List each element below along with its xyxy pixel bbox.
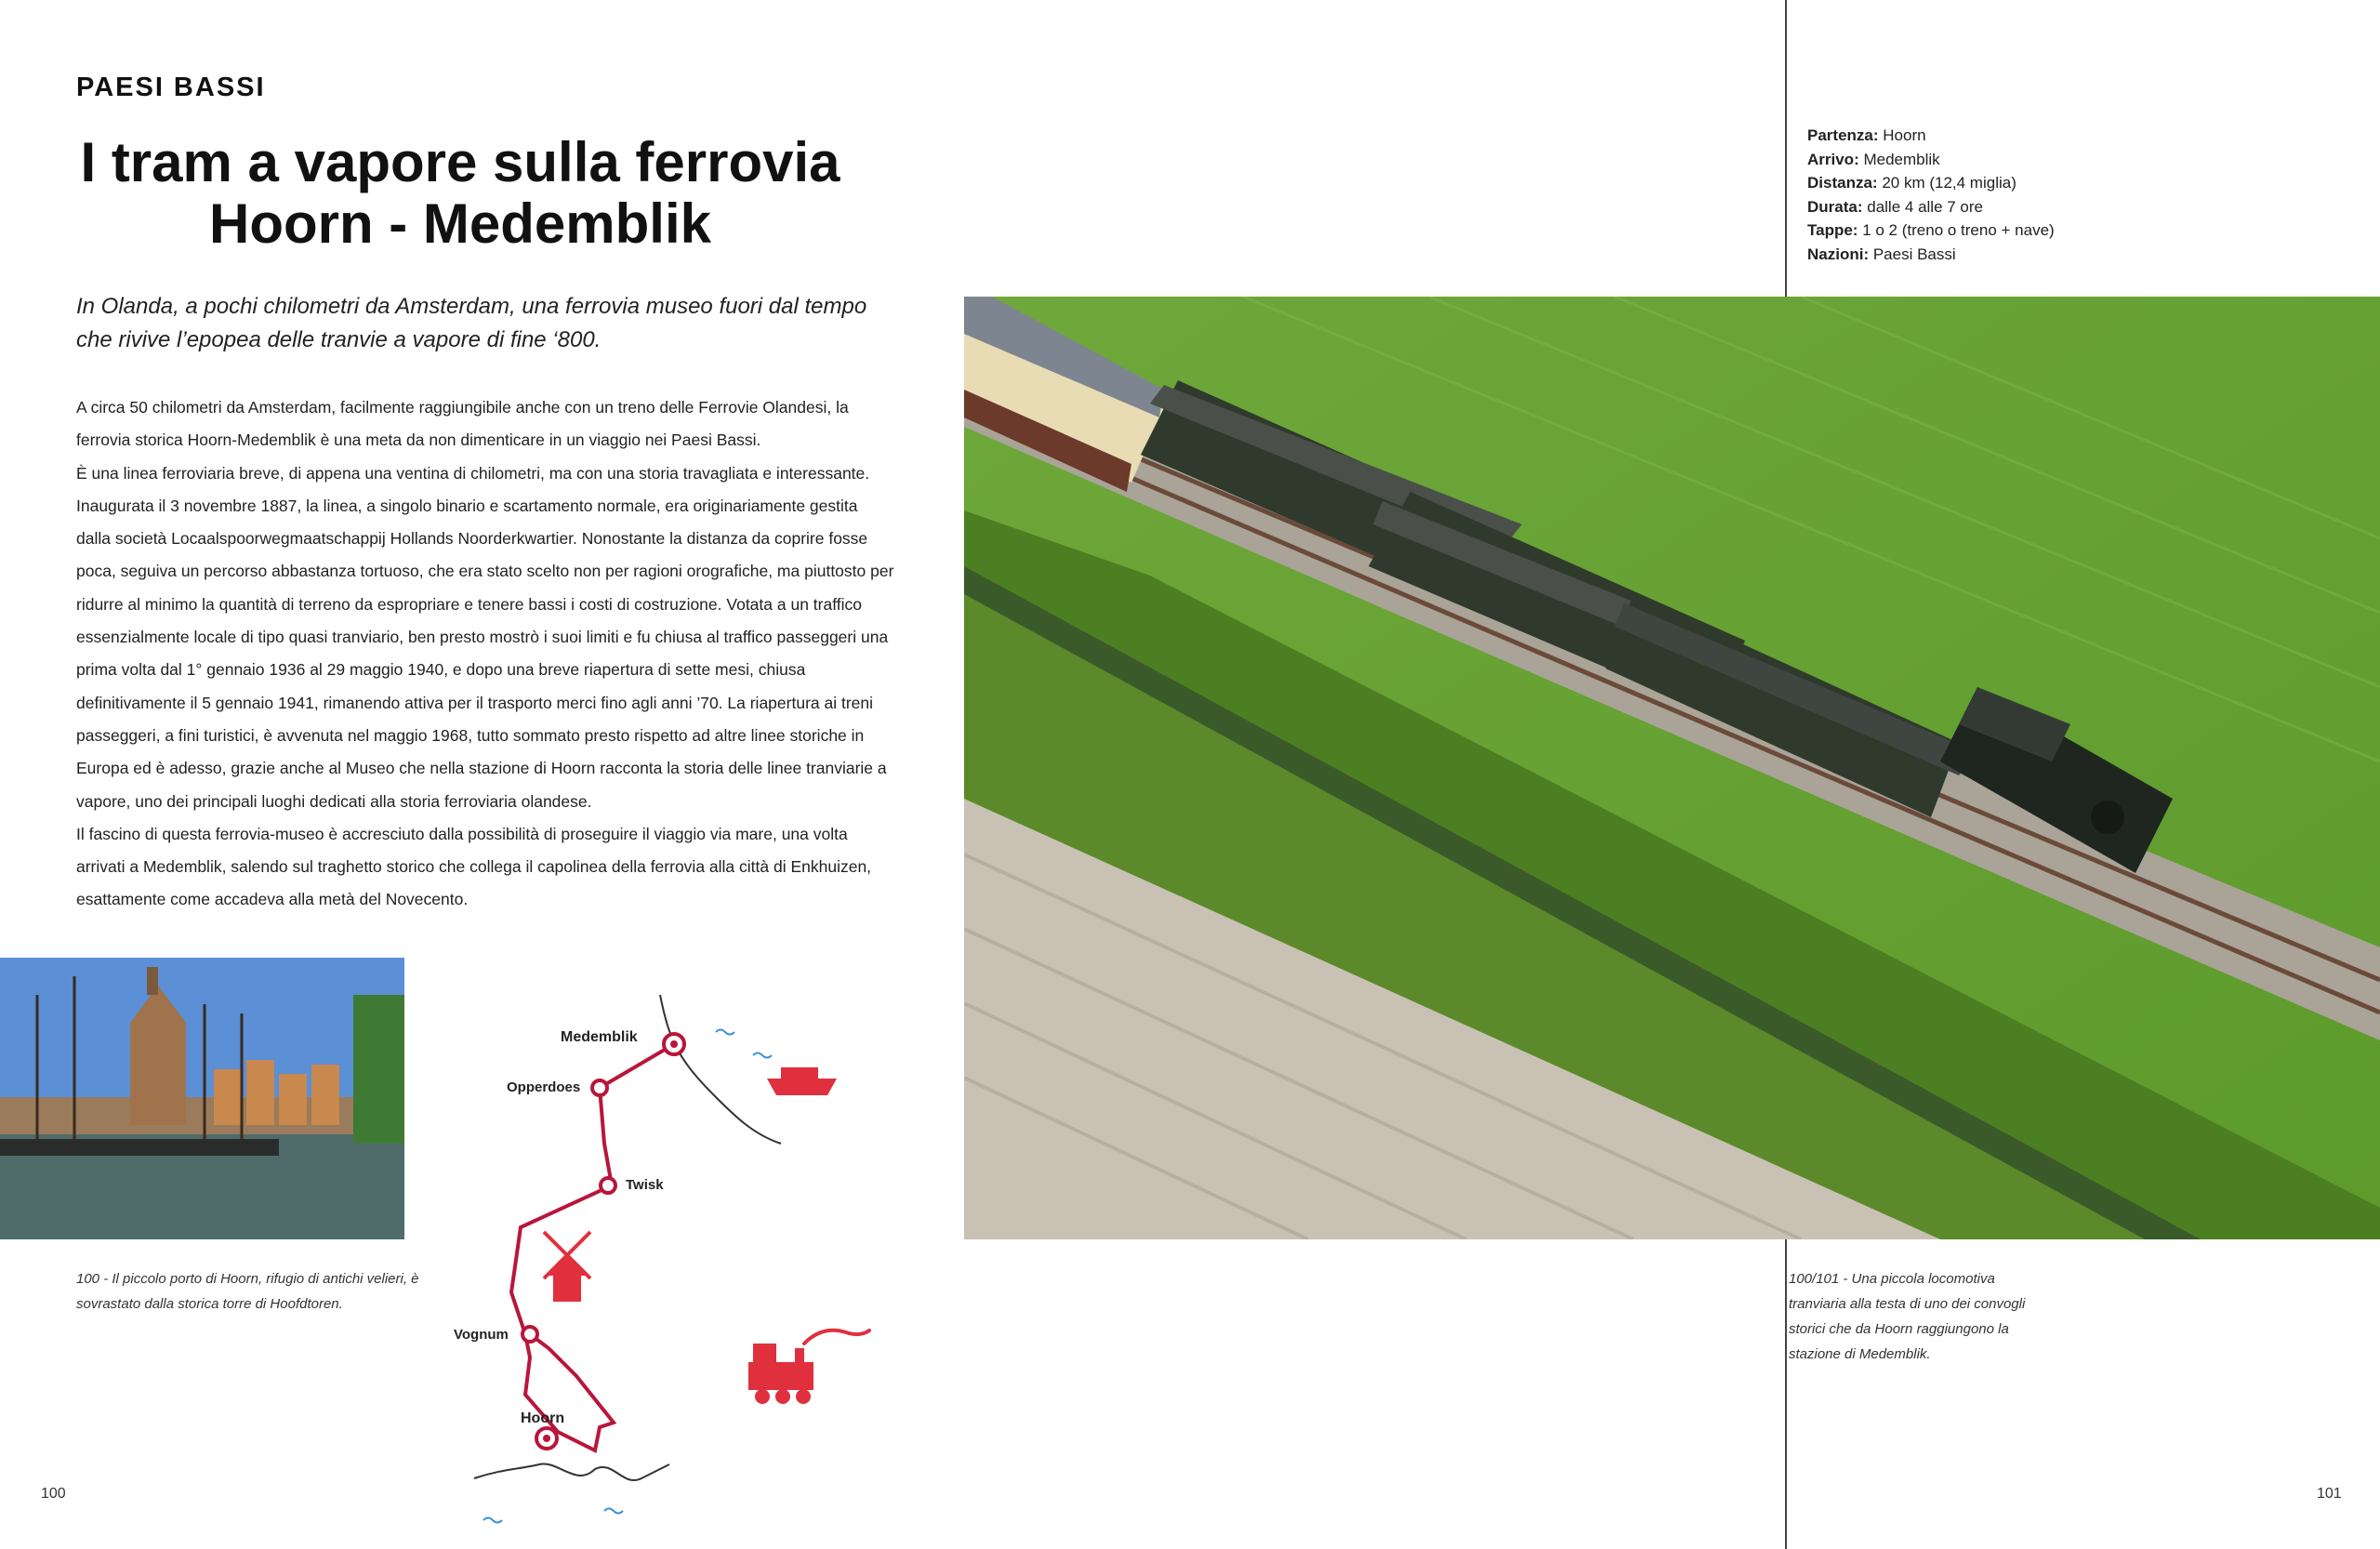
intro-text: In Olanda, a pochi chilometri da Amsterdam, una ferrovia museo fuori dal tempo che rivive l’epopea delle tranvie a vapore di fine ‘800.: [76, 294, 867, 352]
ferry-icon: [767, 1067, 837, 1095]
body-paragraph: Il fascino di questa ferrovia-museo è accresciuto dalla possibilità di proseguire il viaggio via mare, una volta arrivati a Medemblik, salendo sul traghetto storico che collega il capolinea della ferrovia alla città di Enkhuizen, esattamente come accadeva alla metà del Novecento.: [76, 824, 872, 909]
steam-train-icon: [748, 1331, 869, 1404]
railway-route: [511, 1044, 674, 1450]
body-paragraph: A circa 50 chilometri da Amsterdam, facilmente raggiungibile anche con un treno delle Ferrovie Olandesi, la ferrovia storica Hoorn-Medemblik è una meta da non dimenticare in un viaggio nei Paesi Bassi.: [76, 398, 849, 450]
caption-small-photo: 100 - Il piccolo porto di Hoorn, rifugio di antichi velieri, è sovrastato dalla storica torre di Hoofdtoren.: [76, 1271, 419, 1312]
info-row: Nazioni: Paesi Bassi: [1807, 245, 1956, 263]
train-aerial-photo: [964, 297, 2380, 1239]
page-number-right: 101: [2317, 1486, 2342, 1502]
body-paragraph: È una linea ferroviaria breve, di appena una ventina di chilometri, ma con una storia travagliata e interessante. Inaugurata il 3 novembre 1887, la linea, a singolo binario e scartamento normale, era originariamente gestita dalla società Locaalspoorwegmaatschappij Hollands Noorderkwartier. Nonostante la distanza da coprire fosse poca, seguiva un percorso abbastanza tortuoso, che era stato scelto non per ragioni orografiche, ma piuttosto per ridurre al minimo la quantità di terreno da espropriare e tenere bassi i costi di costruzione. Votata a un traffico essenzialmente locale di tipo quasi tranviario, ben presto mostrò i suoi limiti e fu chiusa al traffico passeggeri una prima volta dal 1° gennaio 1936 al 29 maggio 1940, e dopo una breve riapertura di sette mesi, chiusa definitivamente il 5 gennaio 1941, rimanendo attiva per il trasporto merci fino agli anni ’70. La riapertura ai treni passeggeri, a fini turistici, è avvenuta nel maggio 1968, tutto sommato presto rispetto ad altre linee storiche in Europa ed è adesso, grazie anche al Museo che nella stazione di Hoorn racconta la storia delle linee tranviarie a vapore, uno dei principali luoghi dedicati alla storia ferroviaria olandese.: [76, 463, 894, 811]
section-label: PAESI BASSI: [76, 73, 266, 102]
info-row: Durata: dalle 4 alle 7 ore: [1807, 197, 1984, 216]
title-line-2: Hoorn - Medemblik: [208, 192, 712, 255]
hoorn-harbour-photo: [0, 958, 404, 1239]
page-title: [56, 132, 865, 255]
station-opperdoes: [592, 1080, 607, 1095]
station-twisk: [601, 1178, 615, 1193]
info-row: Partenza: Hoorn: [1807, 126, 1926, 144]
label-medemblik: Medemblik: [561, 1029, 638, 1045]
page-number-left: 100: [41, 1486, 66, 1502]
coastline-south: [474, 1463, 669, 1480]
windmill-icon: [544, 1232, 590, 1302]
label-hoorn: Hoorn: [521, 1410, 565, 1426]
waves-icon: [483, 1030, 772, 1523]
station-vognum: [522, 1327, 537, 1342]
info-row: Arrivo: Medemblik: [1807, 150, 1940, 168]
info-row: Distanza: 20 km (12,4 miglia): [1807, 174, 2016, 192]
body-text: [76, 391, 894, 917]
label-vognum: Vognum: [454, 1327, 509, 1343]
caption-big-photo: 100/101 - Una piccola locomotiva tranviaria alla testa di uno dei convogli storici che da Hoorn raggiungono la stazione di Medemblik.: [1789, 1271, 2026, 1362]
info-row: Tappe: 1 o 2 (treno o treno + nave): [1807, 221, 2055, 239]
coastline-north: [660, 995, 781, 1144]
label-opperdoes: Opperdoes: [507, 1079, 581, 1095]
route-map: [437, 986, 920, 1543]
trip-info-box: [1807, 124, 2055, 266]
title-line-1: I tram a vapore sulla ferrovia: [80, 131, 840, 193]
label-twisk: Twisk: [626, 1177, 664, 1193]
